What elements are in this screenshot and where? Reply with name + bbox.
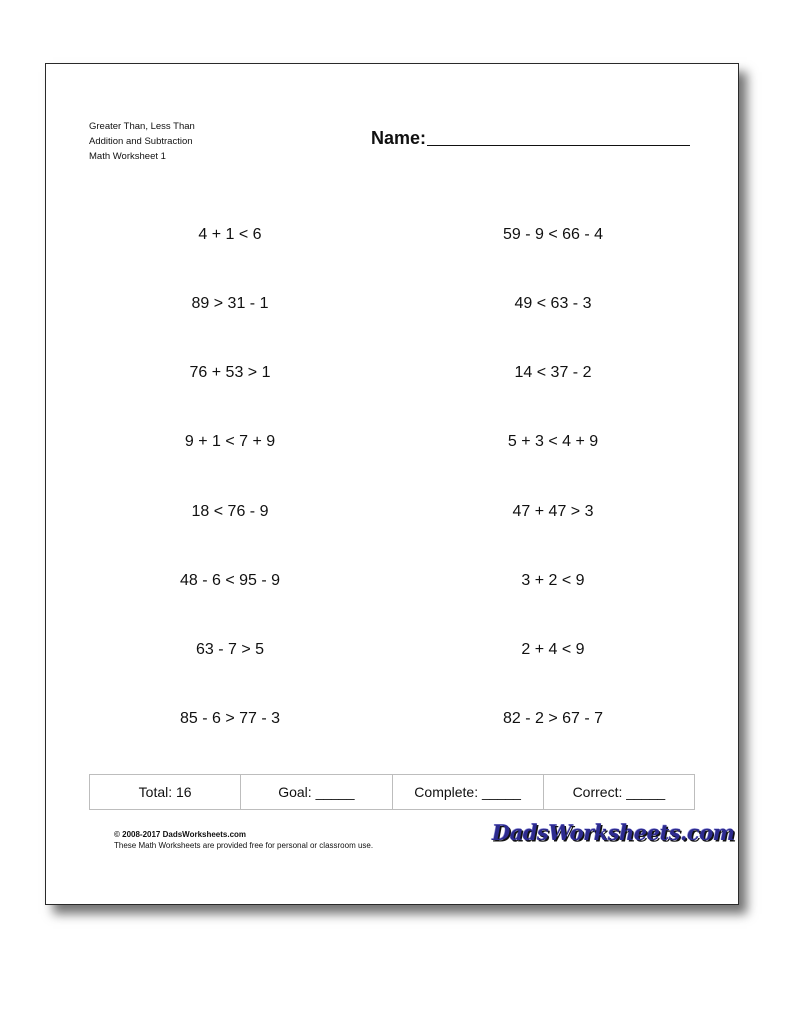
- score-complete[interactable]: Complete: _____: [393, 775, 544, 809]
- score-total: Total: 16: [90, 775, 241, 809]
- problem-left-3: 76 + 53 > 1: [189, 364, 271, 381]
- score-goal[interactable]: Goal: _____: [241, 775, 392, 809]
- footer: [114, 829, 373, 851]
- dadsworksheets-logo[interactable]: DadsWorksheets.com: [492, 820, 735, 845]
- problem-right-4: 5 + 3 < 4 + 9: [507, 433, 599, 450]
- worksheet-title-line-1: Greater Than, Less Than: [89, 121, 195, 132]
- name-label: Name:: [371, 128, 427, 148]
- problem-left-4: 9 + 1 < 7 + 9: [184, 433, 276, 450]
- problem-left-1: 4 + 1 < 6: [198, 226, 262, 243]
- problem-left-7: 63 - 7 > 5: [195, 641, 265, 658]
- problem-right-3: 14 < 37 - 2: [514, 364, 592, 381]
- worksheet-title-line-3: Math Worksheet 1: [89, 151, 166, 162]
- problem-right-5: 47 + 47 > 3: [512, 503, 594, 520]
- problem-left-2: 89 > 31 - 1: [191, 295, 269, 312]
- problem-right-7: 2 + 4 < 9: [521, 641, 585, 658]
- usage-note: These Math Worksheets are provided free for personal or classroom use.: [114, 841, 374, 850]
- problem-right-1: 59 - 9 < 66 - 4: [502, 226, 604, 243]
- worksheet-title-line-2: Addition and Subtraction: [89, 136, 193, 147]
- problem-left-8: 85 - 6 > 77 - 3: [179, 710, 281, 727]
- score-correct[interactable]: Correct: _____: [572, 784, 666, 800]
- problem-right-6: 3 + 2 < 9: [521, 572, 585, 589]
- worksheet-page: [45, 63, 739, 905]
- problem-left-5: 18 < 76 - 9: [191, 503, 269, 520]
- problem-right-8: 82 - 2 > 67 - 7: [502, 710, 604, 727]
- problem-left-6: 48 - 6 < 95 - 9: [179, 572, 281, 589]
- problem-right-2: 49 < 63 - 3: [514, 295, 592, 312]
- score-table: [89, 774, 695, 810]
- copyright-text: © 2008-2017 DadsWorksheets.com: [114, 830, 247, 839]
